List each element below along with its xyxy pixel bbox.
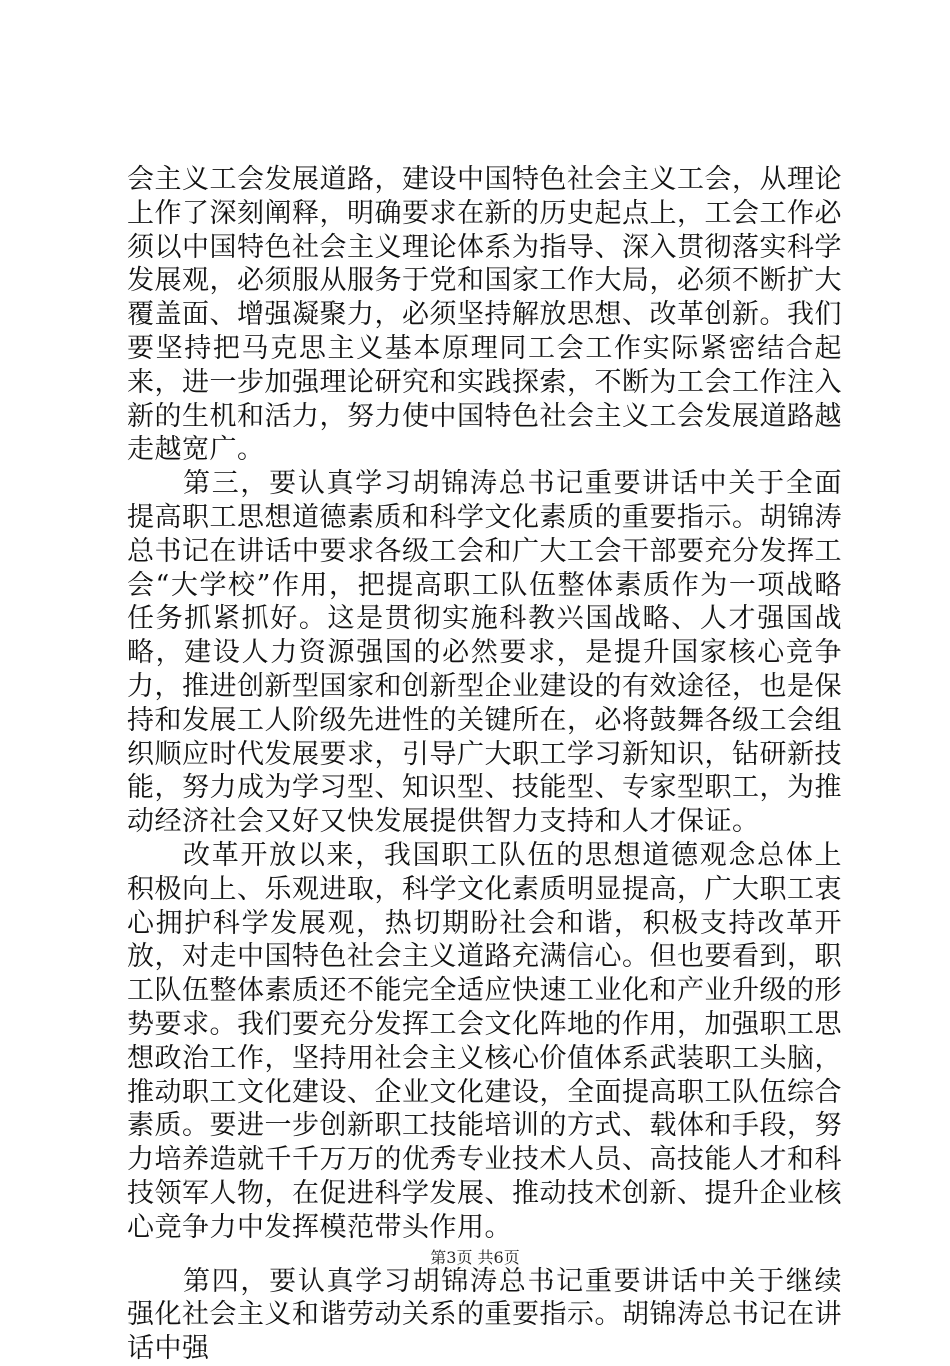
paragraph-fourth-point: 第四，要认真学习胡锦涛总书记重要讲话中关于继续强化社会主义和谐劳动关系的重要指示。胡锦涛总书记在讲话中强 [127, 1265, 842, 1365]
body-text [127, 163, 842, 1366]
paragraph-third-point: 第三，要认真学习胡锦涛总书记重要讲话中关于全面提高职工思想道德素质和科学文化素质的重要指示。胡锦涛总书记在讲话中要求各级工会和广大工会干部要充分发挥工会“大学校”作用，把提高职工队伍整体素质作为一项战略任务抓紧抓好。这是贯彻实施科教兴国战略、人才强国战略，建设人力资源强国的必然要求，是提升国家核心竞争力，推进创新型国家和创新型企业建设的有效途径，也是保持和发展工人阶级先进性的关键所在，必将鼓舞各级工会组织顺应时代发展要求，引导广大职工学习新知识，钻研新技能，努力成为学习型、知识型、技能型、专家型职工，为推动经济社会又好又快发展提供智力支持和人才保证。 [127, 468, 842, 838]
paragraph-continuation: 会主义工会发展道路，建设中国特色社会主义工会，从理论上作了深刻阐释，明确要求在新的历史起点上，工会工作必须以中国特色社会主义理论体系为指导、深入贯彻落实科学发展观，必须服从服务于党和国家工作大局，必须不断扩大覆盖面、增强凝聚力，必须坚持解放思想、改革创新。我们要坚持把马克思主义基本原理同工会工作实际紧密结合起来，进一步加强理论研究和实践探索，不断为工会工作注入新的生机和活力，努力使中国特色社会主义工会发展道路越走越宽广。 [127, 164, 842, 466]
paragraph-reform-opening: 改革开放以来，我国职工队伍的思想道德观念总体上积极向上、乐观进取，科学文化素质明显提高，广大职工衷心拥护科学发展观，热切期盼社会和谐，积极支持改革开放，对走中国特色社会主义道路充满信心。但也要看到，职工队伍整体素质还不能完全适应快速工业化和产业升级的形势要求。我们要充分发挥工会文化阵地的作用，加强职工思想政治工作，坚持用社会主义核心价值体系武装职工头脑，推动职工文化建设、企业文化建设，全面提高职工队伍综合素质。要进一步创新职工技能培训的方式、载体和手段，努力培养造就千千万万的优秀专业技术人员、高技能人才和科技领军人物，在促进科学发展、推动技术创新、提升企业核心竞争力中发挥模范带头作用。 [127, 839, 842, 1243]
page-number-footer: 第3页 共6页 [430, 1248, 520, 1267]
